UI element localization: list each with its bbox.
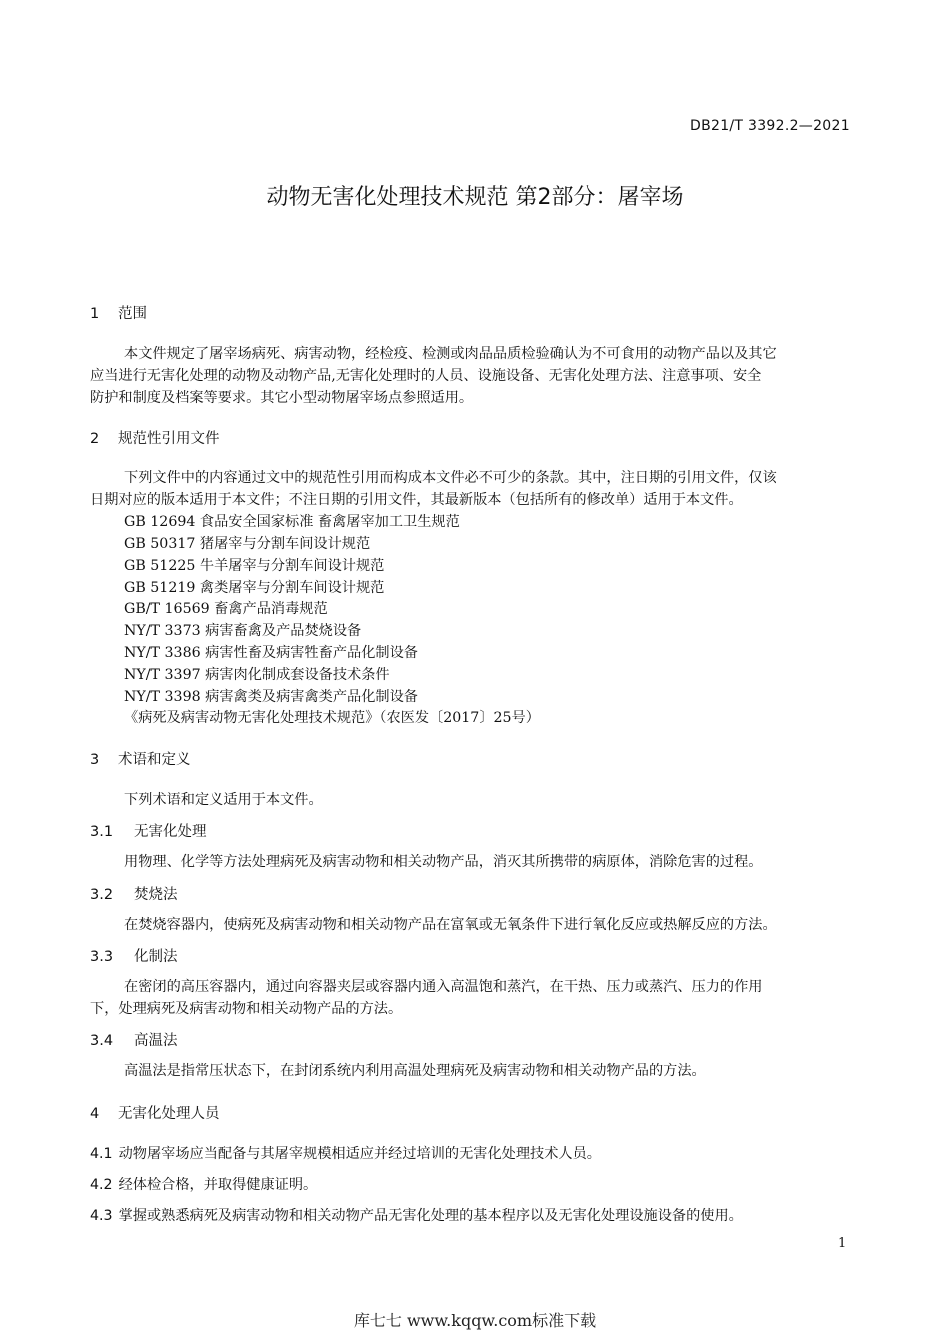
section-number: 3 — [90, 752, 100, 768]
item-text: 掌握或熟悉病死及病害动物和相关动物产品无害化处理的基本程序以及无害化处理设施设备的使用。 — [118, 1208, 743, 1224]
section-3-heading — [90, 748, 191, 769]
paragraph-line: 防护和制度及档案等要求。其它小型动物屠宰场点参照适用。 — [90, 390, 474, 406]
list-item — [90, 1143, 601, 1163]
paragraph-line: 下列文件中的内容通过文中的规范性引用而构成本文件必不可少的条款。其中，注日期的引用文件，仅该 — [124, 470, 777, 486]
term-number: 3.3 — [90, 949, 114, 965]
list-item — [90, 1174, 317, 1194]
section-title: 规范性引用文件 — [118, 431, 220, 447]
term-definition: 在焚烧容器内，使病死及病害动物和相关动物产品在富氧或无氧条件下进行氧化反应或热解反应的方法。 — [124, 917, 777, 933]
term-title: 焚烧法 — [134, 887, 178, 903]
reference-item: NY/T 3397 病害肉化制成套设备技术条件 — [124, 667, 390, 683]
term-3-4-heading — [90, 1029, 178, 1050]
term-definition: 在密闭的高压容器内，通过向容器夹层或容器内通入高温饱和蒸汽，在干热、压力或蒸汽、压力的作用 — [124, 979, 763, 995]
term-number: 3.4 — [90, 1033, 114, 1049]
item-number: 4.1 — [90, 1146, 113, 1162]
term-number: 3.1 — [90, 824, 114, 840]
term-3-2-heading — [90, 883, 178, 904]
item-number: 4.3 — [90, 1208, 113, 1224]
reference-item: GB 51225 牛羊屠宰与分割车间设计规范 — [124, 558, 385, 574]
term-title: 无害化处理 — [134, 824, 207, 840]
reference-item: 《病死及病害动物无害化处理技术规范》（农医发〔2017〕25号） — [124, 710, 540, 726]
section-1-heading — [90, 302, 147, 323]
document-title: 动物无害化处理技术规范 第2部分：屠宰场 — [266, 185, 684, 210]
term-title: 高温法 — [134, 1033, 178, 1049]
list-item — [90, 1205, 743, 1225]
paragraph-line: 日期对应的版本适用于本文件；不注日期的引用文件，其最新版本（包括所有的修改单）适用于本文件。 — [90, 492, 743, 508]
term-number: 3.2 — [90, 887, 114, 903]
reference-item: GB/T 16569 畜禽产品消毒规范 — [124, 601, 328, 617]
section-4-heading — [90, 1102, 220, 1123]
section-number: 4 — [90, 1106, 100, 1122]
section-title: 术语和定义 — [118, 752, 191, 768]
watermark-footer: 库七七 www.kqqw.com标准下载 — [353, 1311, 597, 1330]
reference-item: GB 50317 猪屠宰与分割车间设计规范 — [124, 536, 371, 552]
term-definition: 下，处理病死及病害动物和相关动物产品的方法。 — [90, 1001, 403, 1017]
reference-item: GB 12694 食品安全国家标准 畜禽屠宰加工卫生规范 — [124, 514, 460, 530]
term-definition: 用物理、化学等方法处理病死及病害动物和相关动物产品，消灭其所携带的病原体，消除危害的过程。 — [124, 854, 763, 870]
term-title: 化制法 — [134, 949, 178, 965]
reference-item: GB 51219 禽类屠宰与分割车间设计规范 — [124, 580, 385, 596]
section-title: 无害化处理人员 — [118, 1106, 220, 1122]
paragraph-line: 本文件规定了屠宰场病死、病害动物，经检疫、检测或肉品品质检验确认为不可食用的动物产品以及其它 — [124, 346, 777, 362]
term-definition: 高温法是指常压状态下，在封闭系统内利用高温处理病死及病害动物和相关动物产品的方法。 — [124, 1063, 706, 1079]
reference-item: NY/T 3398 病害禽类及病害禽类产品化制设备 — [124, 689, 418, 705]
term-3-3-heading — [90, 945, 178, 966]
item-text: 动物屠宰场应当配备与其屠宰规模相适应并经过培训的无害化处理技术人员。 — [118, 1146, 601, 1162]
term-3-1-heading — [90, 820, 207, 841]
section-number: 2 — [90, 431, 100, 447]
reference-item: NY/T 3386 病害性畜及病害牲畜产品化制设备 — [124, 645, 418, 661]
section-2-heading — [90, 427, 220, 448]
section-number: 1 — [90, 306, 100, 322]
paragraph-line: 下列术语和定义适用于本文件。 — [124, 792, 323, 808]
item-text: 经体检合格，并取得健康证明。 — [118, 1177, 318, 1193]
paragraph-line: 应当进行无害化处理的动物及动物产品,无害化处理时的人员、设施设备、无害化处理方法、注意事项、安全 — [90, 368, 762, 384]
section-title: 范围 — [118, 306, 147, 322]
page-number: 1 — [838, 1236, 847, 1251]
item-number: 4.2 — [90, 1177, 113, 1193]
document-number: DB21/T 3392.2—2021 — [690, 118, 850, 134]
reference-item: NY/T 3373 病害畜禽及产品焚烧设备 — [124, 623, 362, 639]
